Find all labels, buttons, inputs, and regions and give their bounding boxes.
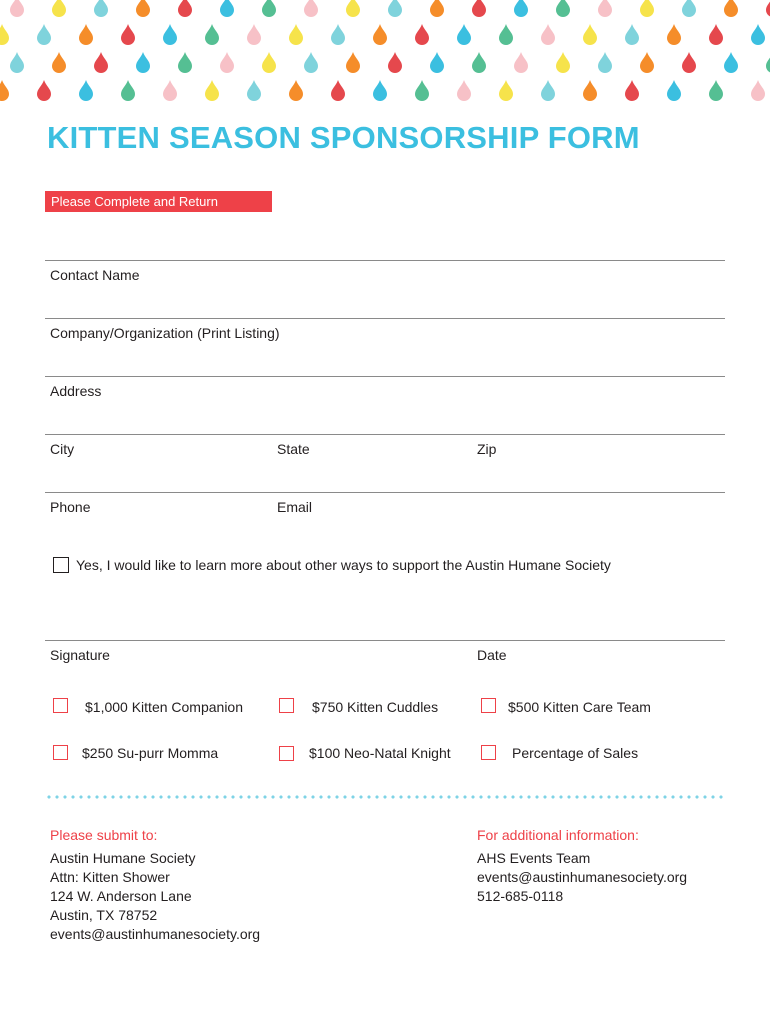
raindrop-icon: [415, 80, 429, 101]
level-1000-label: $1,000 Kitten Companion: [85, 699, 243, 715]
raindrop-icon: [625, 24, 639, 45]
info-line: AHS Events Team: [477, 850, 591, 866]
dotted-divider: [45, 795, 727, 799]
email-label: Email: [277, 499, 313, 515]
date-label: Date: [477, 647, 507, 663]
raindrop-icon: [331, 24, 345, 45]
raindrop-icon: [0, 80, 9, 101]
raindrop-icon: [430, 0, 444, 17]
submit-line: Austin, TX 78752: [50, 907, 158, 923]
state-label: State: [277, 441, 310, 457]
phone-email-line[interactable]: [45, 492, 725, 493]
raindrop-icon: [205, 80, 219, 101]
raindrop-icon: [457, 24, 471, 45]
submit-address: [50, 849, 260, 944]
raindrop-icon: [640, 0, 654, 17]
raindrop-icon: [289, 24, 303, 45]
submit-heading: Please submit to:: [50, 827, 158, 843]
form-title: KITTEN SEASON SPONSORSHIP FORM: [47, 120, 640, 155]
contact-name-line[interactable]: [45, 260, 725, 261]
raindrop-pattern: [0, 0, 770, 110]
raindrop-icon: [583, 80, 597, 101]
raindrop-icon: [430, 52, 444, 73]
info-contact: [477, 849, 687, 906]
raindrop-icon: [304, 0, 318, 17]
raindrop-icon: [52, 52, 66, 73]
level-750-label: $750 Kitten Cuddles: [312, 699, 439, 715]
level-250-label: $250 Su-purr Momma: [82, 745, 219, 761]
info-heading: For additional information:: [477, 827, 639, 843]
raindrop-icon: [388, 52, 402, 73]
raindrop-icon: [598, 0, 612, 17]
company-label: Company/Organization (Print Listing): [50, 325, 280, 341]
raindrop-icon: [247, 80, 261, 101]
raindrop-icon: [205, 24, 219, 45]
raindrop-icon: [541, 80, 555, 101]
raindrop-icon: [472, 52, 486, 73]
raindrop-icon: [178, 0, 192, 17]
raindrop-icon: [262, 0, 276, 17]
city-state-zip-line[interactable]: [45, 434, 725, 435]
raindrop-icon: [121, 24, 135, 45]
raindrop-icon: [37, 24, 51, 45]
percentage-checkbox[interactable]: [481, 745, 496, 760]
level-100-checkbox[interactable]: [279, 746, 294, 761]
raindrop-icon: [598, 52, 612, 73]
raindrop-icon: [163, 24, 177, 45]
raindrop-icon: [94, 52, 108, 73]
submit-line: 124 W. Anderson Lane: [50, 888, 192, 904]
raindrop-icon: [766, 0, 770, 17]
raindrop-icon: [667, 24, 681, 45]
raindrop-icon: [751, 24, 765, 45]
level-500-checkbox[interactable]: [481, 698, 496, 713]
raindrop-icon: [457, 80, 471, 101]
raindrop-icon: [541, 24, 555, 45]
raindrop-icon: [724, 52, 738, 73]
level-100-label: $100 Neo-Natal Knight: [309, 745, 451, 761]
info-phone: 512-685-0118: [477, 888, 564, 904]
company-line[interactable]: [45, 318, 725, 319]
raindrop-icon: [220, 52, 234, 73]
raindrop-icon: [514, 52, 528, 73]
level-250-checkbox[interactable]: [53, 745, 68, 760]
raindrop-icon: [289, 80, 303, 101]
raindrop-icon: [751, 80, 765, 101]
raindrop-icon: [163, 80, 177, 101]
raindrop-icon: [136, 52, 150, 73]
raindrop-icon: [766, 52, 770, 73]
raindrop-icon: [682, 0, 696, 17]
raindrop-icon: [136, 0, 150, 17]
raindrop-icon: [10, 0, 24, 17]
signature-date-line[interactable]: [45, 640, 725, 641]
raindrop-icon: [583, 24, 597, 45]
phone-label: Phone: [50, 499, 91, 515]
city-label: City: [50, 441, 75, 457]
raindrop-icon: [121, 80, 135, 101]
raindrop-icon: [37, 80, 51, 101]
raindrop-icon: [220, 0, 234, 17]
raindrop-icon: [94, 0, 108, 17]
raindrop-icon: [514, 0, 528, 17]
raindrop-icon: [724, 0, 738, 17]
percentage-label: Percentage of Sales: [512, 745, 639, 761]
raindrop-icon: [52, 0, 66, 17]
address-line[interactable]: [45, 376, 725, 377]
learn-more-checkbox[interactable]: [53, 557, 69, 573]
learn-more-label: Yes, I would like to learn more about other ways to support the Austin Humane Society: [76, 557, 611, 573]
raindrop-icon: [10, 52, 24, 73]
raindrop-icon: [373, 80, 387, 101]
level-1000-checkbox[interactable]: [53, 698, 68, 713]
submit-line: Austin Humane Society: [50, 850, 196, 866]
raindrop-icon: [709, 24, 723, 45]
zip-label: Zip: [477, 441, 497, 457]
address-label: Address: [50, 383, 102, 399]
raindrop-icon: [0, 24, 9, 45]
raindrop-icon: [79, 24, 93, 45]
submit-line: Attn: Kitten Shower: [50, 869, 170, 885]
level-750-checkbox[interactable]: [279, 698, 294, 713]
raindrop-icon: [346, 52, 360, 73]
raindrop-icon: [640, 52, 654, 73]
raindrop-icon: [499, 80, 513, 101]
raindrop-icon: [331, 80, 345, 101]
raindrop-icon: [415, 24, 429, 45]
raindrop-icon: [556, 0, 570, 17]
complete-and-return-banner: Please Complete and Return: [45, 191, 272, 212]
submit-email[interactable]: events@austinhumanesociety.org: [50, 926, 261, 942]
raindrop-icon: [709, 80, 723, 101]
info-email[interactable]: events@austinhumanesociety.org: [477, 869, 688, 885]
raindrop-icon: [472, 0, 486, 17]
raindrop-icon: [556, 52, 570, 73]
raindrop-icon: [625, 80, 639, 101]
raindrop-icon: [304, 52, 318, 73]
contact-name-label: Contact Name: [50, 267, 140, 283]
raindrop-icon: [388, 0, 402, 17]
raindrop-icon: [682, 52, 696, 73]
raindrop-icon: [346, 0, 360, 17]
raindrop-icon: [373, 24, 387, 45]
raindrop-icon: [499, 24, 513, 45]
raindrop-icon: [79, 80, 93, 101]
raindrop-icon: [178, 52, 192, 73]
raindrop-icon: [262, 52, 276, 73]
level-500-label: $500 Kitten Care Team: [508, 699, 651, 715]
signature-label: Signature: [50, 647, 110, 663]
raindrop-icon: [247, 24, 261, 45]
raindrop-icon: [667, 80, 681, 101]
